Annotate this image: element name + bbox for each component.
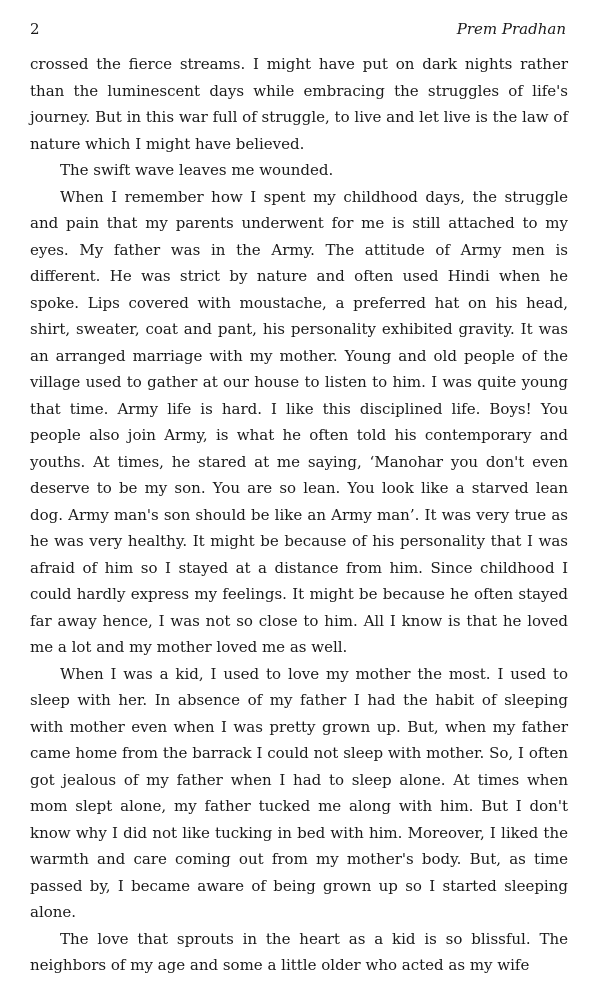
paragraph-continued: crossed the fierce streams. I might have put on dark nights rather than the luminescent days while embracing the struggles of life's journey. But in this war full of struggle, to live and let live is the law of nature which I might have believed. <box>30 55 568 153</box>
paragraph: The swift wave leaves me wounded. <box>60 161 334 179</box>
page-number: 2 <box>30 20 40 38</box>
paragraph: When I remember how I spent my childhood days, the struggle and pain that my parents underwent for me is still attached to my eyes. My father was in the Army. The attitude of Army men is different. He was strict by nature and often used Hindi when he spoke. Lips covered with moustache, a preferred hat on his head, shirt, sweater, coat and pant, his personality exhibited gravity. It was an arranged marriage with my mother. Young and old people of the village used to gather at our house to listen to him. I was quite young that time. Army life is hard. I like this disciplined life. Boys! You people also join Army, is what he often told his contemporary and youths. At times, he stared at me saying, ‘Manohar you don't even deserve to be my son. You are so lean. You look like a starved lean dog. Army man's son should be like an Army man’. It was very true as he was very healthy. It might be because of his personality that I was afraid of him so I stayed at a distance from him. Since childhood I could hardly express my feelings. It might be because he often stayed far away hence, I was not so close to him. All I know is that he loved me a lot and my mother loved me as well. <box>30 187 568 656</box>
running-title: Prem Pradhan <box>456 20 566 38</box>
paragraph: The love that sprouts in the heart as a kid is so blissful. The neighbors of my age and some a little older who acted as my wife <box>30 929 568 974</box>
body-text <box>30 51 568 979</box>
paragraph: When I was a kid, I used to love my mother the most. I used to sleep with her. In absence of my father I had the habit of sleeping with mother even when I was pretty grown up. But, when my father came home from the barrack I could not sleep with mother. So, I often got jealous of my father when I had to sleep alone. At times when mom slept alone, my father tucked me along with him. But I don't know why I did not like tucking in bed with him. Moreover, I liked the warmth and care coming out from my mother's body. But, as time passed by, I became aware of being grown up so I started sleeping alone. <box>30 664 568 921</box>
running-head <box>30 19 568 43</box>
